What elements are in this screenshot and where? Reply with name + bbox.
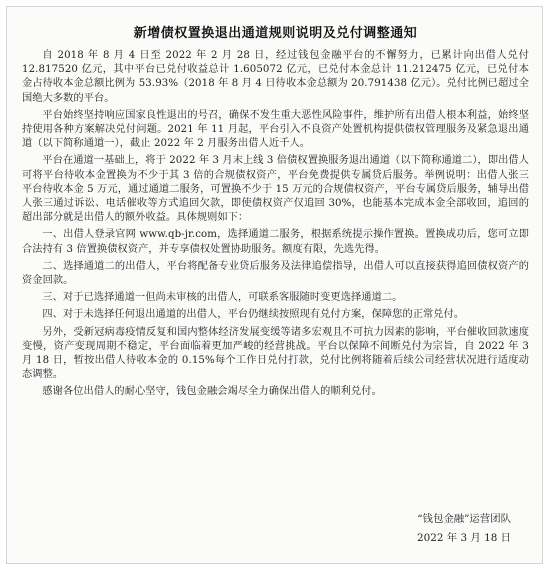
rule-item-2: 二、选择通道二的出借人，平台将配备专业贷后服务及法律追偿指导，出借人可以直接获得追回债权资产的资金回款。: [22, 260, 529, 287]
notice-document: [22, 22, 529, 403]
signature-date: 2022 年 3 月 18 日: [417, 531, 511, 544]
rule-item-4: 四、对于未选择任何退出通道的出借人，平台仍继续按照现有兑付方案，保障您的正常兑付。: [42, 309, 465, 321]
paragraph-repayment-summary: 自 2018 年 8 月 4 日至 2022 年 2 月 28 日，经过钱包金融平台的不懈努力，已累计向出借人兑付 12.817520 亿元，其中平台已兑付收益总计 1.605072 亿元，已兑付本金总计 11.212475 亿元，已兑付本金占待收本金总额比例为 53.93%（2018 年 8 月 4 日待收本金总额为 20.791438 亿元）。兑付比例已超过全国绝大多数的平台。: [22, 50, 529, 104]
signature-org: “钱包金融”运营团队: [417, 513, 511, 525]
paragraph-channel-one: 平台始终坚持响应国家良性退出的号召，确保不发生重大恶性风险事件，维护所有出借人根本利益，始终坚持使用各种方案解决兑付问题。2021 年 11 月起，平台引入不良资产处置机构提供债权管理服务及紧急退出通道（以下简称通道一），截止 2022 年 2 月服务出借人近千人。: [22, 109, 529, 150]
paragraph-thanks: 感谢各位出借人的耐心坚守，钱包金融会竭尽全力确保出借人的顺利兑付。: [42, 386, 382, 398]
rule-item-3: 三、对于已选择通道一但尚未审核的出借人，可联系客服随时变更选择通道二。: [42, 292, 403, 304]
signature-block: [417, 512, 511, 549]
paragraph-repayment-adjustment: 另外，受新冠病毒疫情反复和国内整体经济发展变缓等诸多宏观且不可抗力因素的影响，平台催收回款速度变慢，资产变现周期不稳定，平台面临着更加严峻的经营挑战。平台以保障不间断兑付为宗旨，自 2022 年 3 月 18 日，暂按出借人待收本金的 0.15%每个工作日兑付打款，兑付比例将随着后续公司经营状况进行适度动态调整。: [22, 326, 529, 381]
paragraph-channel-two: 平台在通道一基础上，将于 2022 年 3 月末上线 3 倍债权置换服务退出通道（以下简称通道二），即出借人可将平台待收本金置换为不少于其 3 倍的合规债权资产，平台免费提供专属贷后服务。举例说明：出借人张三平台待收本金 5 万元，通过通道二服务，可置换不少于 15 万元的合规债权资产，平台专属贷后服务，辅导出借人张三通过诉讼、电话催收等方式追回欠款，即使债权资产仅追回 30%，也能基本完成本金全部收回，追回的超出部分就是出借人的额外收益。具体规则如下：: [22, 155, 529, 224]
notice-title: 新增债权置换退出通道规则说明及兑付调整通知: [133, 26, 418, 41]
rule-item-1: 一、出借人登录官网 www.qb-jr.com，选择通道二服务，根据系统提示操作置换。置换成功后，您可立即合法持有 3 倍置换债权资产，并专享债权处置协助服务。额度有限，先选先得。: [22, 229, 529, 255]
